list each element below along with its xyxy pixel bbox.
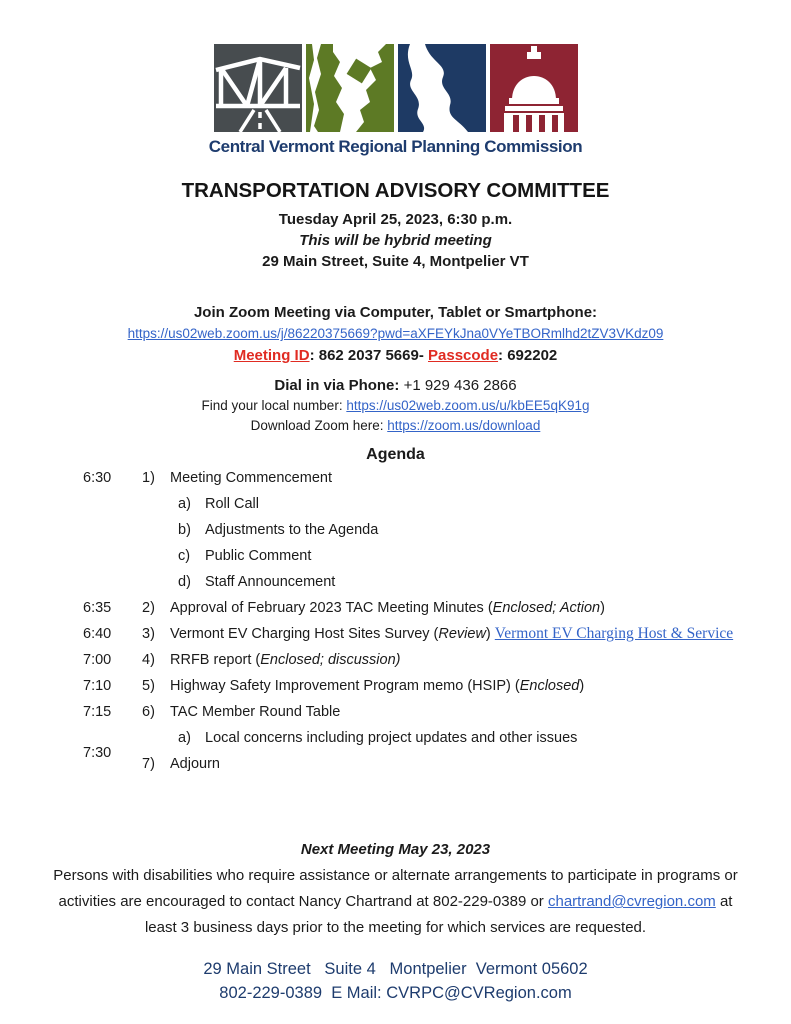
agenda-time: 7:10 [83,678,112,694]
accessibility-text-after: at least 3 business days prior to the meeting for which services are requested. [144,893,733,936]
meeting-id-value: : 862 2037 5669- [309,347,428,364]
meeting-id-line [0,345,791,366]
accessibility-note [43,863,749,941]
agenda-item-6 [83,699,791,725]
dial-in-block [0,376,791,436]
agenda-text: Approval of February 2023 TAC Meeting Minutes (Enclosed; Action) [170,600,605,616]
agenda-subitem-6a [83,725,791,751]
agenda-text: Highway Safety Improvement Program memo (HSIP) (Enclosed) [170,678,585,694]
footer-contact: 802-229-0389 E Mail: CVRPC@CVRegion.com [219,984,572,1002]
agenda-number: 4) [142,652,155,668]
sub-text: Staff Announcement [205,574,336,590]
winding-road-icon [398,44,486,132]
agenda-time: 6:30 [83,470,112,486]
agenda-item-4 [83,647,791,673]
sub-text: Local concerns including project updates and other issues [205,730,578,746]
agenda-time: 7:30 [83,745,112,761]
passcode-label: Passcode [428,347,499,364]
meeting-meta [0,209,791,272]
agenda-item-7 [83,745,791,777]
footer-address: 29 Main Street Suite 4 Montpelier Vermont 05602 [203,960,588,978]
local-number-line [0,396,791,416]
sub-letter: b) [178,522,191,538]
sub-text: Public Comment [205,548,312,564]
agenda-time: 7:00 [83,652,112,668]
page-title: TRANSPORTATION ADVISORY COMMITTEE [181,179,610,202]
logo-tiles [0,44,791,132]
org-footer [0,957,791,1005]
agenda-subitem-1a [83,491,791,517]
vermont-map-icon [306,44,394,132]
agenda-time: 6:35 [83,600,112,616]
accessibility-text-before: Persons with disabilities who require assistance or alternate arrangements to participate in programs or activities are encouraged to contact Nancy Chartrand at 802-229-0389 or [53,867,738,910]
meeting-datetime: Tuesday April 25, 2023, 6:30 p.m. [278,211,513,228]
hybrid-note: This will be hybrid meeting [299,232,492,249]
agenda-number: 1) [142,470,155,486]
zoom-meeting-link[interactable]: https://us02web.zoom.us/j/86220375669?pwd=aXFEYkJna0VYeTBORmlhd2tZV3VKdz09 [127,326,664,341]
download-zoom-label: Download Zoom here: [250,418,388,433]
dial-in-line [0,376,791,396]
agenda-number: 3) [142,626,155,642]
sub-letter: a) [178,496,191,512]
agenda-subitem-1c [83,543,791,569]
agenda-item-1 [83,465,791,491]
passcode-value: : 692202 [498,347,558,364]
agenda-text: Vermont EV Charging Host Sites Survey (Review) Vermont EV Charging Host & Service [170,625,734,642]
meeting-id-label: Meeting ID [233,347,310,364]
agenda-time: 7:15 [83,704,112,720]
sub-letter: a) [178,730,191,746]
capitol-dome-icon [490,44,578,132]
sub-text: Adjustments to the Agenda [205,522,379,538]
join-zoom-heading: Join Zoom Meeting via Computer, Tablet or Smartphone: [193,304,598,321]
sub-text: Roll Call [205,496,259,512]
agenda-number: 7) [142,756,155,772]
bottom-notes [0,839,791,941]
cvrpc-logo [0,0,791,157]
agenda-heading: Agenda [366,446,425,463]
agenda-subitem-1d [83,569,791,595]
agenda-item-2 [83,595,791,621]
dial-in-label: Dial in via Phone: [274,377,400,394]
download-zoom-link[interactable]: https://zoom.us/download [387,418,541,433]
agenda-number: 2) [142,600,155,616]
meeting-location: 29 Main Street, Suite 4, Montpelier VT [262,253,529,270]
org-name: Central Vermont Regional Planning Commission [208,137,583,156]
agenda-item-3 [83,621,791,647]
agenda-time: 6:40 [83,626,112,642]
zoom-join-block [0,302,791,366]
next-meeting-note: Next Meeting May 23, 2023 [300,841,491,858]
agenda-text: Adjourn [170,756,220,772]
sub-letter: d) [178,574,191,590]
chartrand-email-link[interactable]: chartrand@cvregion.com [547,893,716,910]
agenda-text: RRFB report (Enclosed; discussion) [170,652,401,668]
covered-bridge-icon [214,44,302,132]
agenda-number: 6) [142,704,155,720]
agenda-item-5 [83,673,791,699]
agenda-list [0,465,791,777]
local-number-link[interactable]: https://us02web.zoom.us/u/kbEE5qK91g [346,398,590,413]
download-zoom-line [0,416,791,436]
ev-charging-link[interactable]: Vermont EV Charging Host & Service [494,625,734,642]
agenda-number: 5) [142,678,155,694]
agenda-text: Meeting Commencement [170,470,332,486]
sub-letter: c) [178,548,191,564]
agenda-subitem-1b [83,517,791,543]
local-number-label: Find your local number: [201,398,347,413]
agenda-text: TAC Member Round Table [170,704,341,720]
dial-in-number: +1 929 436 2866 [399,377,517,394]
